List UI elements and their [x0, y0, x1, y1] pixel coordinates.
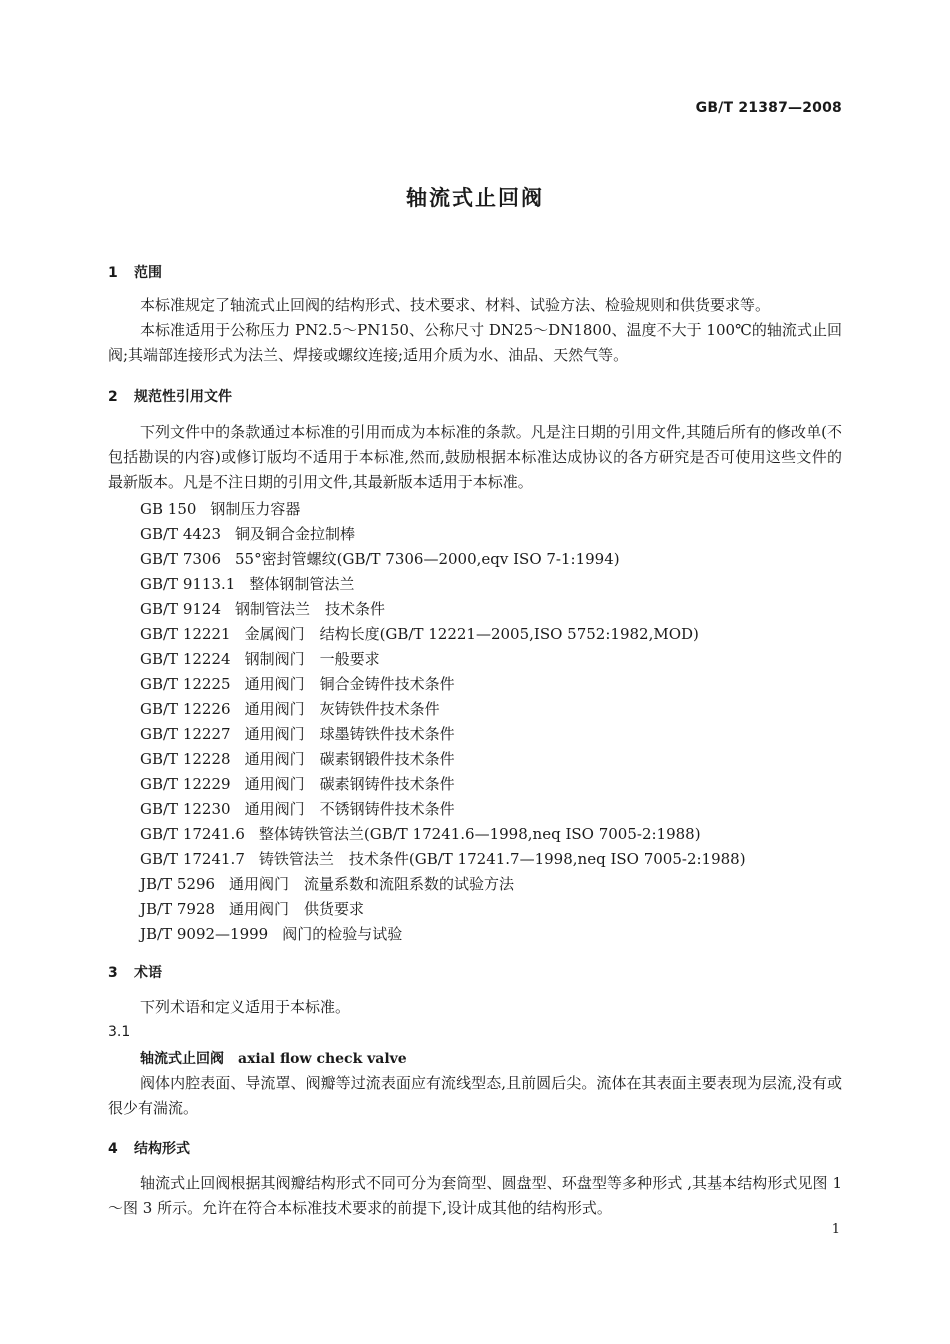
section-1-heading [108, 262, 162, 282]
reference-title: 金属阀门 结构长度(GB/T 12221—2005,ISO 5752:1982,MOD) [244, 625, 699, 643]
reference-code: GB/T 12225 [140, 675, 231, 693]
reference-code: GB 150 [140, 500, 197, 518]
term-chinese: 轴流式止回阀 [140, 1051, 224, 1067]
term-definition: 阀体内腔表面、导流罩、阀瓣等过流表面应有流线型态,且前圆后尖。流体在其表面主要表现为层流,没有或很少有湍流。 [108, 1074, 842, 1117]
reference-code: GB/T 12224 [140, 650, 231, 668]
reference-code: JB/T 7928 [140, 900, 216, 918]
reference-title: 整体钢制管法兰 [249, 575, 355, 593]
reference-item [140, 773, 455, 794]
reference-title: 钢制阀门 一般要求 [244, 650, 380, 668]
reference-item [140, 848, 746, 869]
reference-title: 通用阀门 供货要求 [229, 900, 365, 918]
reference-title: 通用阀门 球墨铸铁件技术条件 [244, 725, 455, 743]
reference-title: 通用阀门 灰铸铁件技术条件 [244, 700, 440, 718]
reference-item [140, 673, 455, 694]
section-number: 2 [108, 389, 118, 405]
term-entry [140, 1048, 407, 1068]
reference-title: 阀门的检验与试验 [282, 925, 403, 943]
reference-title: 钢制压力容器 [210, 500, 301, 518]
reference-title: 通用阀门 铜合金铸件技术条件 [244, 675, 455, 693]
section-4-heading [108, 1138, 190, 1158]
section-number: 3 [108, 965, 118, 981]
reference-code: GB/T 12226 [140, 700, 231, 718]
term-number: 3.1 [108, 1024, 131, 1040]
reference-title: 通用阀门 不锈钢铸件技术条件 [244, 800, 455, 818]
reference-code: GB/T 12229 [140, 775, 231, 793]
reference-title: 55°密封管螺纹(GB/T 7306—2000,eqv ISO 7-1:1994) [235, 550, 620, 568]
section-title: 范围 [134, 265, 162, 281]
reference-title: 整体铸铁管法兰(GB/T 17241.6—1998,neq ISO 7005-2:1988) [258, 825, 701, 843]
section-1-paragraph-2: 本标准适用于公称压力 PN2.5～PN150、公称尺寸 DN25～DN1800、温度不大于 100℃的轴流式止回阀;其端部连接形式为法兰、焊接或螺纹连接;适用介质为水、油品、天然气等。 [108, 321, 842, 364]
reference-code: GB/T 9124 [140, 600, 222, 618]
section-title: 术语 [134, 965, 162, 981]
reference-item [140, 548, 620, 569]
section-title: 规范性引用文件 [134, 389, 232, 405]
reference-item [140, 723, 455, 744]
section-3-paragraph-1: 下列术语和定义适用于本标准。 [140, 998, 351, 1016]
reference-code: GB/T 12228 [140, 750, 231, 768]
reference-item [140, 648, 380, 669]
reference-code: GB/T 7306 [140, 550, 222, 568]
section-number: 4 [108, 1141, 118, 1157]
section-4-paragraph-1: 轴流式止回阀根据其阀瓣结构形式不同可分为套筒型、圆盘型、环盘型等多种形式 ,其基本结构形式见图 1～图 3 所示。允许在符合本标准技术要求的前提下,设计成其他的结构形式。 [108, 1174, 842, 1217]
reference-item [140, 523, 355, 544]
reference-item [140, 798, 455, 819]
section-2-paragraph-1: 下列文件中的条款通过本标准的引用而成为本标准的条款。凡是注日期的引用文件,其随后所有的修改单(不包括勘误的内容)或修订版均不适用于本标准,然而,鼓励根据本标准达成协议的各方研究是否可使用这些文件的最新版本。凡是不注日期的引用文件,其最新版本适用于本标准。 [108, 423, 842, 491]
section-3-heading [108, 962, 162, 982]
reference-item [140, 623, 699, 644]
reference-code: GB/T 9113.1 [140, 575, 236, 593]
reference-code: GB/T 12230 [140, 800, 231, 818]
reference-item [140, 498, 300, 519]
reference-item [140, 823, 701, 844]
reference-code: GB/T 4423 [140, 525, 222, 543]
reference-item [140, 698, 440, 719]
reference-code: GB/T 17241.6 [140, 825, 245, 843]
reference-title: 钢制管法兰 技术条件 [235, 600, 386, 618]
reference-item [140, 748, 455, 769]
section-2-heading [108, 386, 232, 406]
reference-title: 通用阀门 碳素钢锻件技术条件 [244, 750, 455, 768]
standard-code: GB/T 21387—2008 [695, 100, 842, 116]
reference-code: GB/T 12221 [140, 625, 231, 643]
section-1-paragraph-1: 本标准规定了轴流式止回阀的结构形式、技术要求、材料、试验方法、检验规则和供货要求等。 [140, 296, 771, 314]
reference-item [140, 873, 514, 894]
section-title: 结构形式 [134, 1141, 190, 1157]
reference-title: 铜及铜合金拉制棒 [235, 525, 356, 543]
document-title: 轴流式止回阀 [406, 186, 544, 210]
term-english: axial flow check valve [238, 1051, 407, 1067]
reference-item [140, 598, 385, 619]
reference-code: JB/T 5296 [140, 875, 216, 893]
reference-title: 通用阀门 流量系数和流阻系数的试验方法 [229, 875, 515, 893]
reference-item [140, 898, 364, 919]
reference-item [140, 923, 402, 944]
page-number: 1 [831, 1222, 840, 1237]
reference-title: 通用阀门 碳素钢铸件技术条件 [244, 775, 455, 793]
reference-item [140, 573, 354, 594]
section-number: 1 [108, 265, 118, 281]
reference-code: GB/T 17241.7 [140, 850, 245, 868]
reference-code: JB/T 9092—1999 [140, 925, 269, 943]
reference-code: GB/T 12227 [140, 725, 231, 743]
reference-title: 铸铁管法兰 技术条件(GB/T 17241.7—1998,neq ISO 7005-2:1988) [258, 850, 746, 868]
